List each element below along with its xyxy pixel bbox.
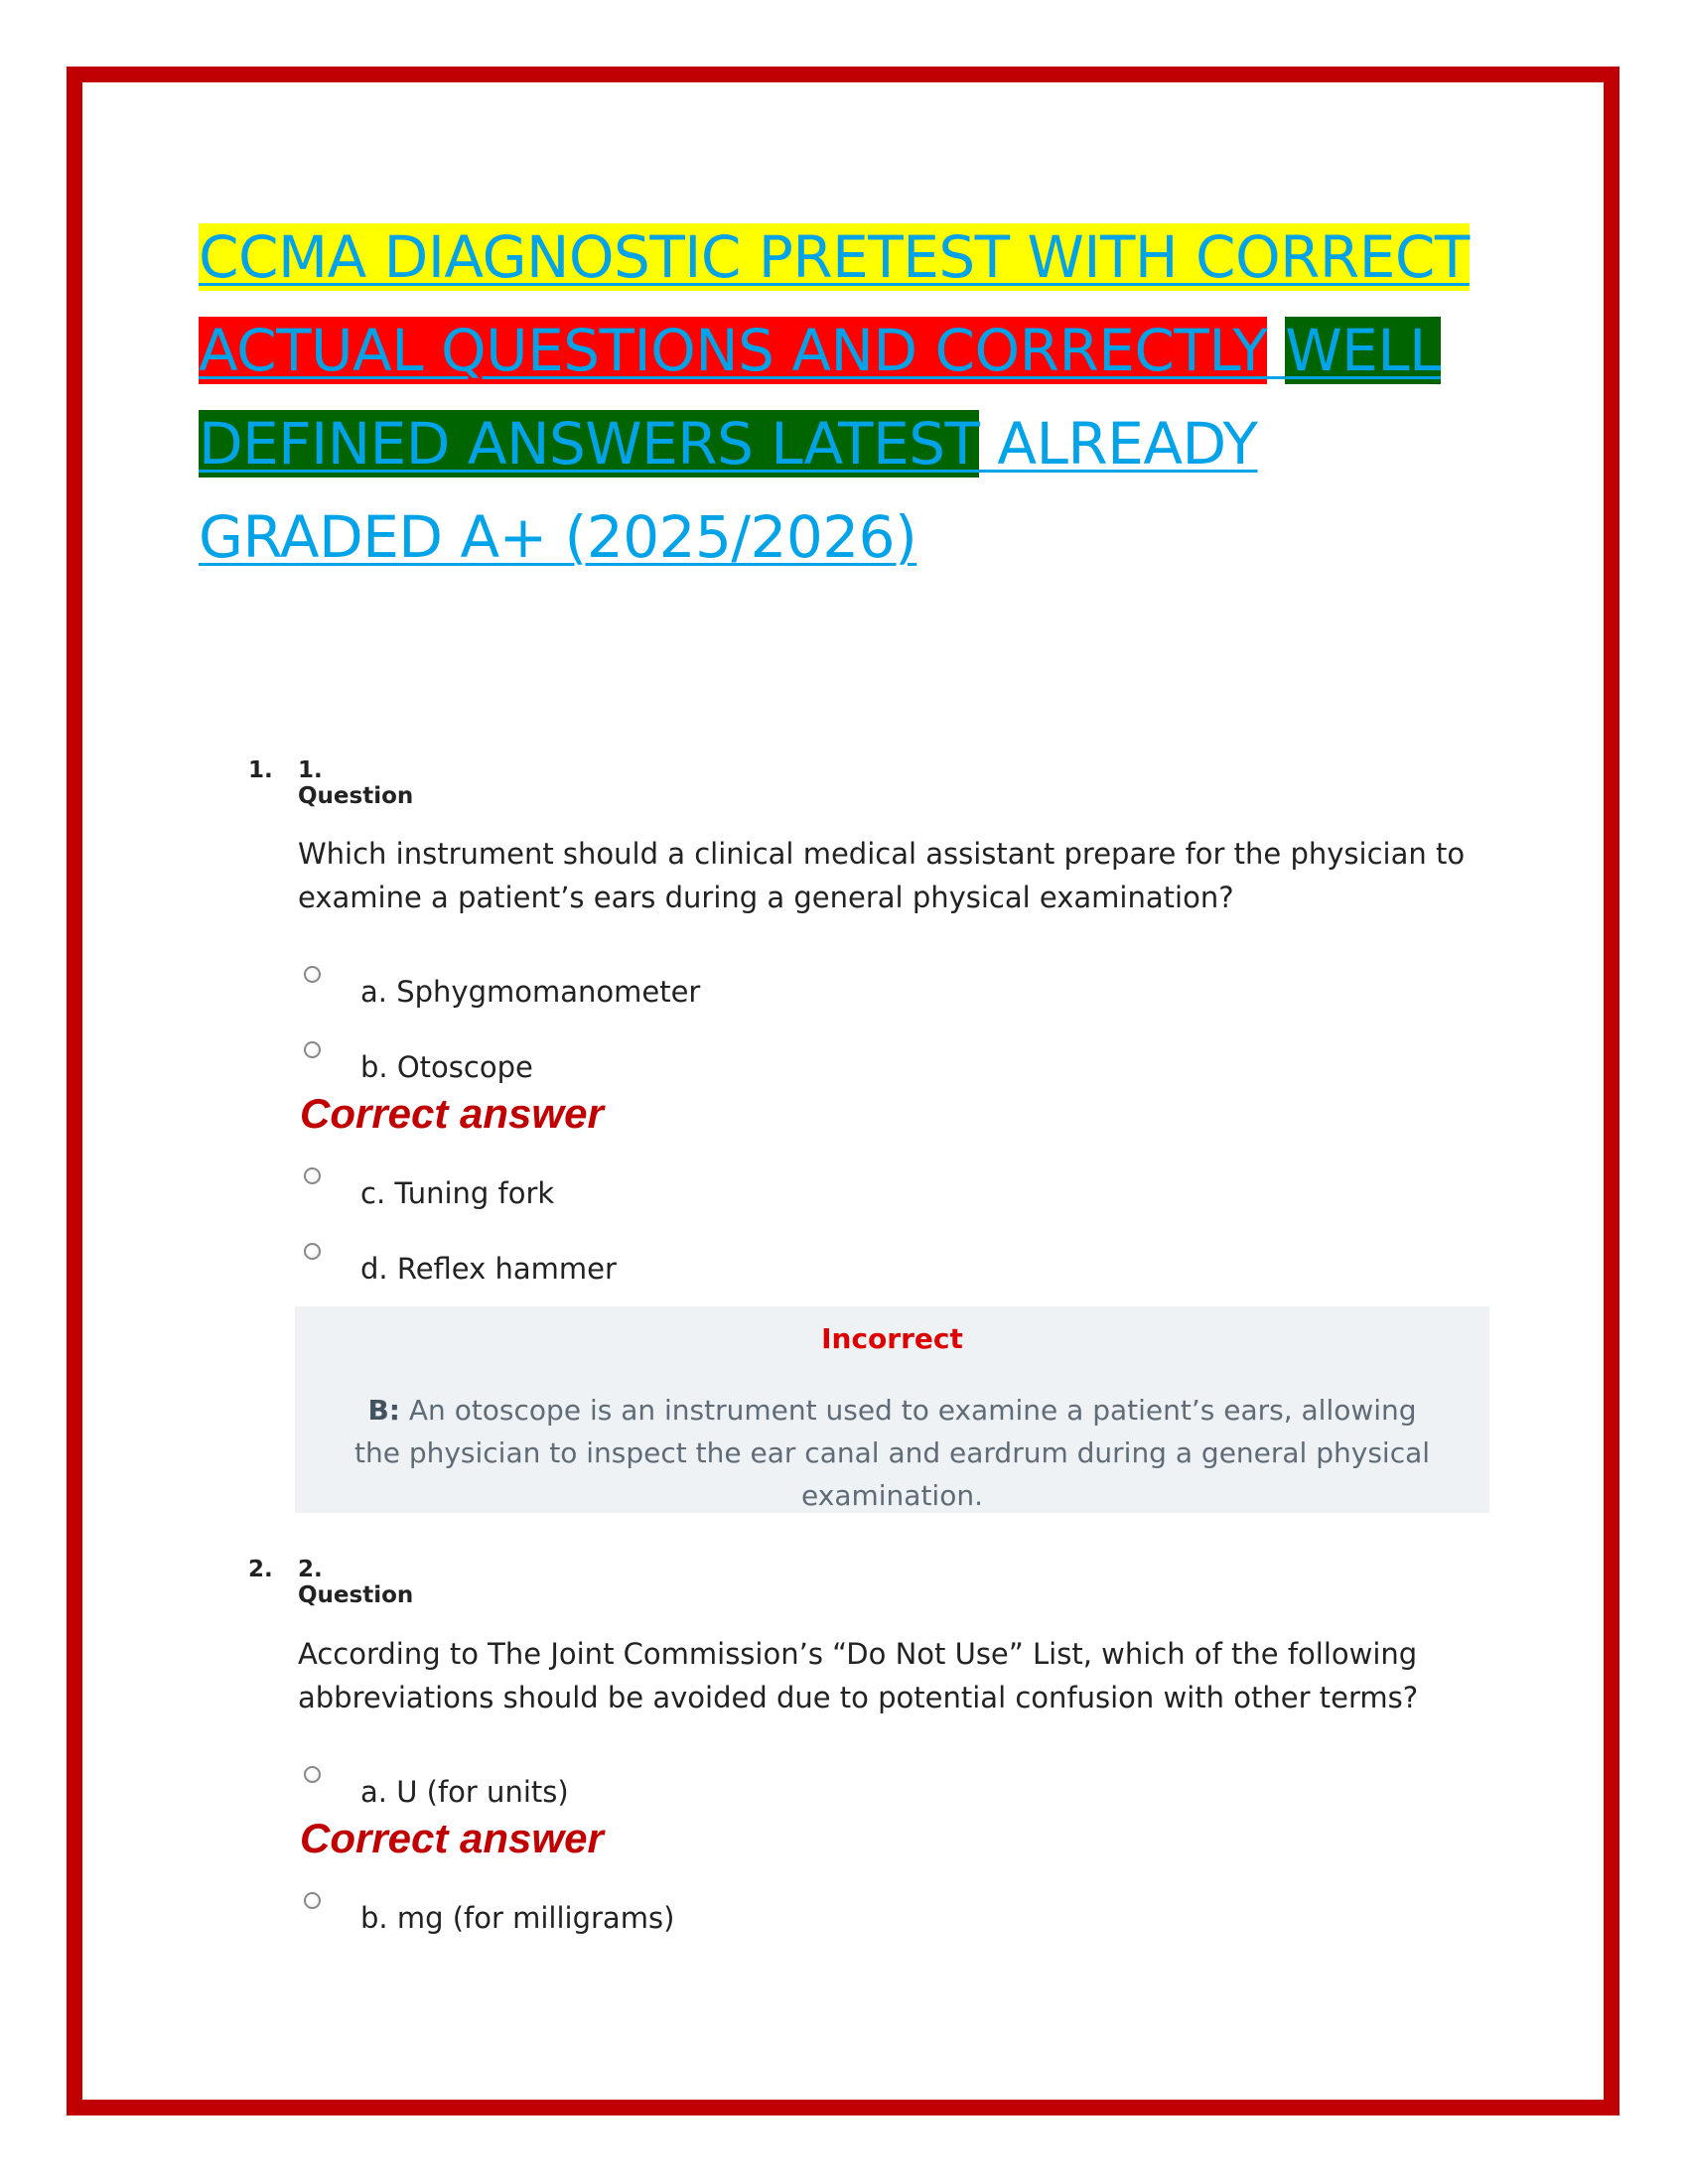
question-1-text: Which instrument should a clinical medical assistant prepare for the physician to examine a patient’s ears during a general physical examination?: [298, 837, 1466, 914]
question-2-label: 2. Question: [298, 1557, 414, 1608]
question-2-text: According to The Joint Commission’s “Do Not Use” List, which of the following abbreviations should be avoided due to potential confusion with other terms?: [298, 1637, 1419, 1714]
radio-q1-b[interactable]: [304, 1041, 321, 1058]
option-q1-d[interactable]: d. Reflex hammer: [360, 1252, 617, 1286]
title-segment-green: WELL DEFINED ANSWERS LATEST: [199, 317, 1441, 478]
title-segment-yellow: CCMA DIAGNOSTIC PRETEST WITH CORRECT: [199, 223, 1470, 291]
correct-answer-label-q1: Correct answer: [300, 1090, 604, 1137]
feedback-letter: B:: [367, 1394, 400, 1427]
radio-q2-b[interactable]: [304, 1892, 321, 1909]
title-space-2: [1267, 317, 1285, 384]
feedback-explanation: An otoscope is an instrument used to examine a patient’s ears, allowing the physician to inspect the ear canal and eardrum during a general physical examination.: [353, 1394, 1431, 1512]
radio-q1-a[interactable]: [304, 966, 321, 983]
radio-q1-c[interactable]: [304, 1167, 321, 1184]
document-title: [199, 210, 1509, 584]
title-link[interactable]: [199, 223, 1470, 571]
option-q2-b[interactable]: b. mg (for milligrams): [360, 1901, 675, 1935]
title-segment-plain: ALREADY GRADED A+ (2025/2026): [199, 410, 1258, 571]
radio-q2-a[interactable]: [304, 1766, 321, 1783]
option-q2-a[interactable]: a. U (for units): [360, 1775, 569, 1809]
feedback-status: Incorrect: [821, 1322, 963, 1355]
question-1-number: 1.: [248, 757, 273, 783]
feedback-text: [345, 1389, 1440, 1517]
option-q1-a[interactable]: a. Sphygmomanometer: [360, 975, 701, 1009]
radio-q1-d[interactable]: [304, 1243, 321, 1260]
question-2-number: 2.: [248, 1557, 273, 1582]
document-content: [199, 210, 1509, 584]
feedback-box-q1: [295, 1306, 1489, 1513]
title-segment-red: ACTUAL QUESTIONS AND CORRECTLY: [199, 317, 1268, 384]
option-q1-c[interactable]: c. Tuning fork: [360, 1176, 555, 1210]
correct-answer-label-q2: Correct answer: [300, 1815, 604, 1861]
option-q1-b[interactable]: b. Otoscope: [360, 1050, 533, 1084]
question-1-label: 1. Question: [298, 757, 414, 809]
